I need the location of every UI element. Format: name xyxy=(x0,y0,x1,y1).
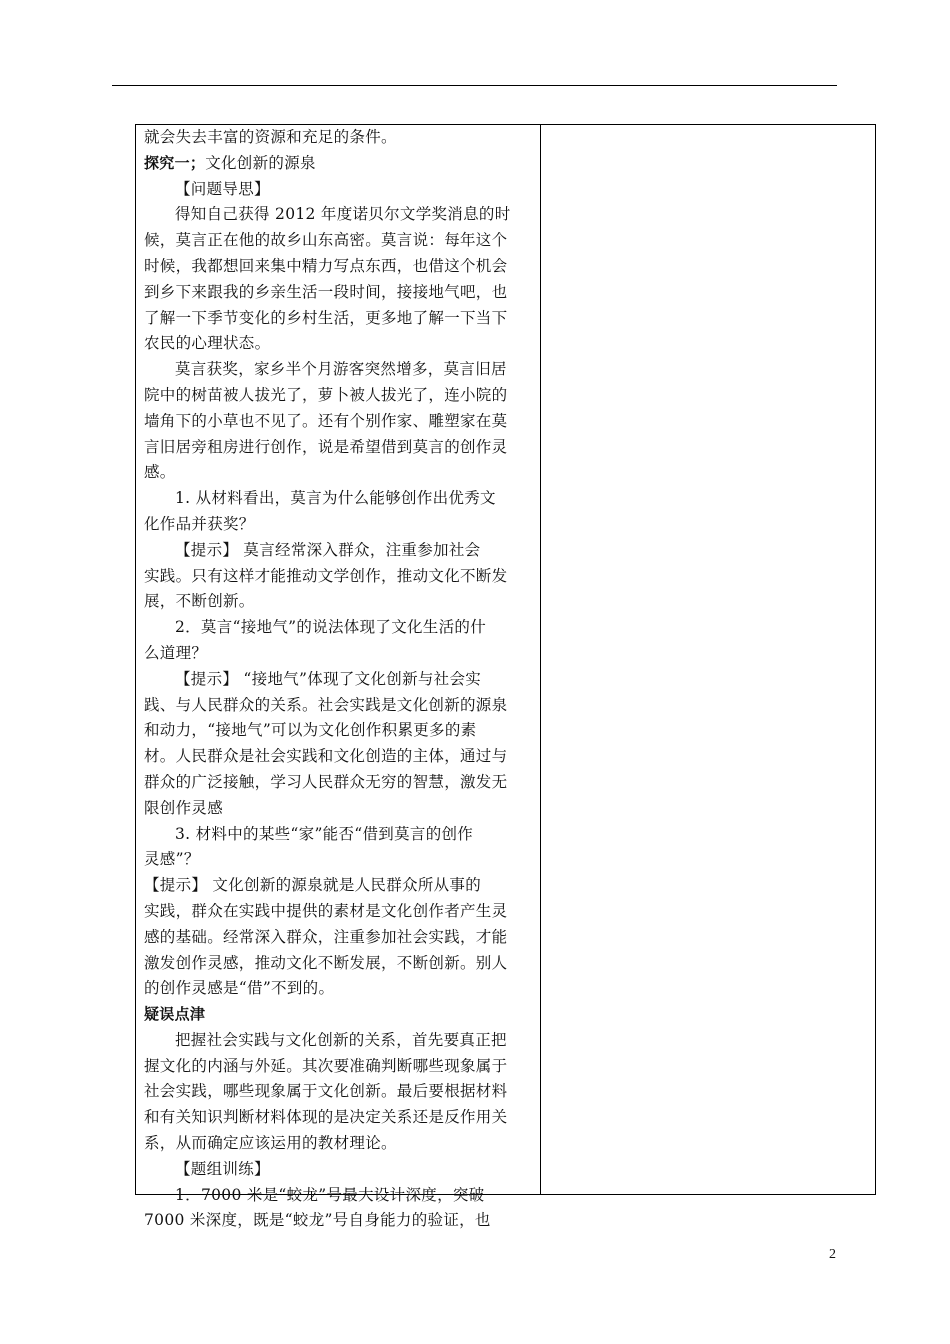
text-line: 么道理？ xyxy=(144,643,208,662)
page-number: 2 xyxy=(829,1247,836,1262)
left-column-text xyxy=(144,125,534,1234)
text-line: 灵感”？ xyxy=(144,850,200,869)
section-heading-suffix: 文化创新的源泉 xyxy=(205,153,316,172)
text-line: 展，不断创新。 xyxy=(144,592,255,611)
text-line: 握文化的内涵与外延。其次要准确判断哪些现象属于 xyxy=(144,1056,508,1075)
text-line: 1．7000 米是“蛟龙”号最大设计深度，突破 xyxy=(175,1185,485,1204)
text-line: 和有关知识判断材料体现的是决定关系还是反作用关 xyxy=(144,1108,508,1127)
text-line: 了解一下季节变化的乡村生活，更多地了解一下当下 xyxy=(144,308,508,327)
text-line: 践、与人民群众的关系。社会实践是文化创新的源泉 xyxy=(144,695,508,714)
text-line: 【问题导思】 xyxy=(175,179,270,198)
text-line: 言旧居旁租房进行创作，说是希望借到莫言的创作灵 xyxy=(144,437,508,456)
text-line: 的创作灵感是“借”不到的。 xyxy=(144,979,335,998)
text-line: 得知自己获得 2012 年度诺贝尔文学奖消息的时 xyxy=(175,205,511,224)
text-line: 就会失去丰富的资源和充足的条件。 xyxy=(144,128,397,146)
text-line: 时候，我都想回来集中精力写点东西，也借这个机会 xyxy=(144,256,508,275)
text-line: 【提示】 “接地气”体现了文化创新与社会实 xyxy=(175,669,482,688)
text-line: 激发创作灵感，推动文化不断发展，不断创新。别人 xyxy=(144,953,508,972)
text-line: 莫言获奖，家乡半个月游客突然增多，莫言旧居 xyxy=(175,360,507,379)
text-line: 化作品并获奖？ xyxy=(144,514,255,533)
text-line xyxy=(144,151,534,177)
text-line: 候，莫言正在他的故乡山东高密。莫言说：每年这个 xyxy=(144,231,508,250)
text-line: 感。 xyxy=(144,463,176,482)
text-line: 【提示】 莫言经常深入群众，注重参加社会 xyxy=(175,540,481,559)
text-line: 1. 从材料看出，莫言为什么能够创作出优秀文 xyxy=(175,489,496,508)
text-line xyxy=(144,1002,534,1028)
text-line: 农民的心理状态。 xyxy=(144,334,271,353)
text-line: 实践。只有这样才能推动文学创作，推动文化不断发 xyxy=(144,566,508,585)
text-line: 系，从而确定应该运用的教材理论。 xyxy=(144,1134,397,1153)
text-line: 实践，群众在实践中提供的素材是文化创作者产生灵 xyxy=(144,901,508,920)
text-line: 材。人民群众是社会实践和文化创造的主体，通过与 xyxy=(144,747,508,766)
header-rule xyxy=(112,85,837,86)
text-line: 群众的广泛接触，学习人民群众无穷的智慧，激发无 xyxy=(144,772,508,791)
text-line: 把握社会实践与文化创新的关系，首先要真正把 xyxy=(175,1030,507,1049)
text-line: 【题组训练】 xyxy=(175,1159,270,1178)
text-line: 限创作灵感 xyxy=(144,798,224,817)
text-line: 到乡下来跟我的乡亲生活一段时间，接接地气吧，也 xyxy=(144,282,508,301)
right-column-empty xyxy=(541,125,875,1194)
text-line: 感的基础。经常深入群众，注重参加社会实践，才能 xyxy=(144,927,508,946)
section-heading: 探究一； xyxy=(144,153,206,172)
content-table xyxy=(135,124,876,1230)
text-line: 院中的树苗被人拔光了，萝卜被人拔光了，连小院的 xyxy=(144,385,508,404)
text-line: 墙角下的小草也不见了。还有个别作家、雕塑家在莫 xyxy=(144,411,508,430)
section-heading: 疑误点津 xyxy=(144,1005,206,1024)
text-line: 社会实践，哪些现象属于文化创新。最后要根据材料 xyxy=(144,1082,508,1101)
text-line: 7000 米深度，既是“蛟龙”号自身能力的验证，也 xyxy=(144,1211,491,1230)
text-line: 和动力，“接地气”可以为文化创作积累更多的素 xyxy=(144,721,477,740)
text-line: 3. 材料中的某些“家”能否“借到莫言的创作 xyxy=(175,824,474,843)
text-line: 2．莫言“接地气”的说法体现了文化生活的什 xyxy=(175,618,487,637)
text-line: 【提示】 文化创新的源泉就是人民群众所从事的 xyxy=(144,876,482,895)
